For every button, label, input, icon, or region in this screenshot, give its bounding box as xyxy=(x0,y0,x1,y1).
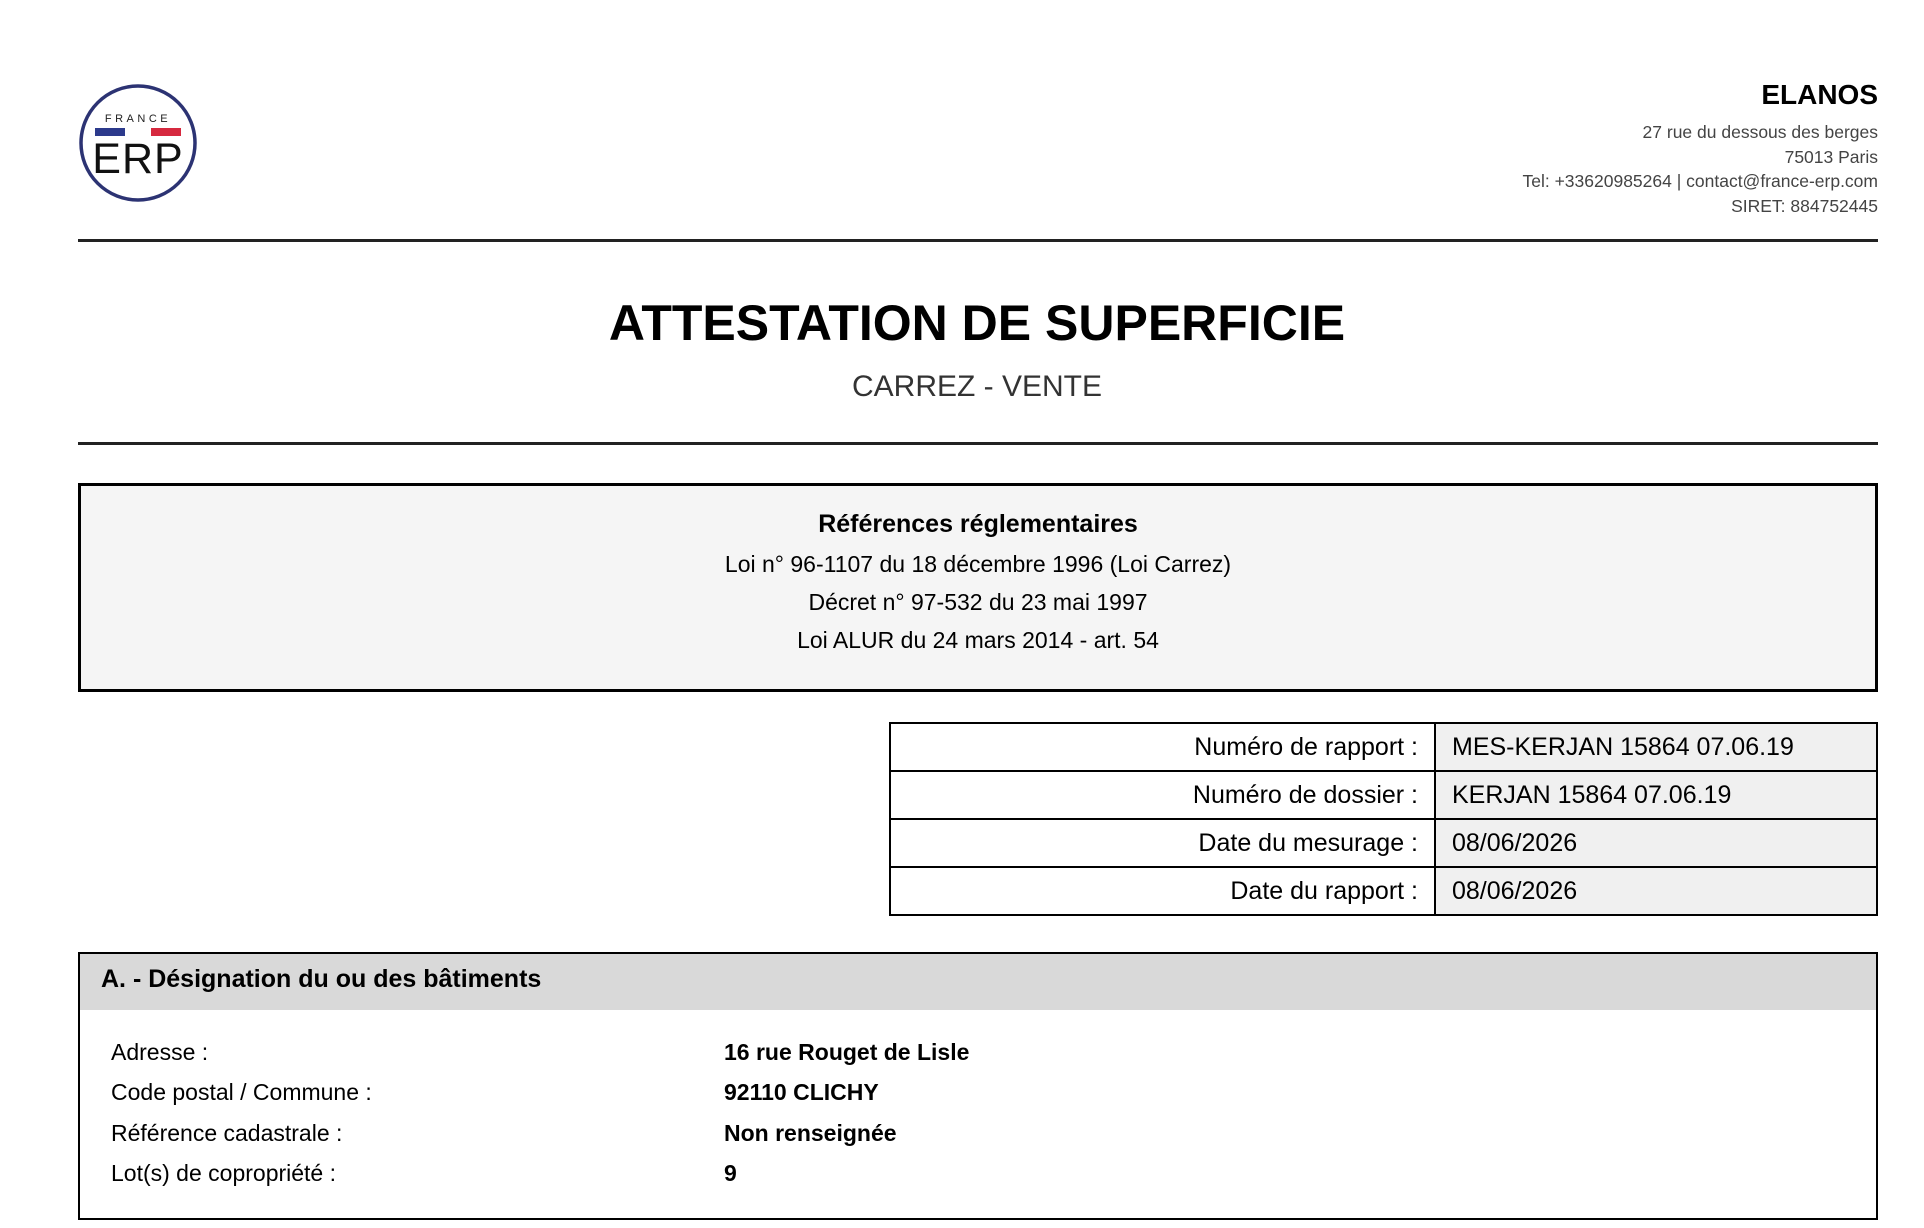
report-date-value: 08/06/2026 xyxy=(1435,867,1877,915)
report-info-table xyxy=(889,722,1878,916)
regulatory-reference: Loi n° 96-1107 du 18 décembre 1996 (Loi Carrez) xyxy=(724,551,1232,577)
svg-text:FRANCE: FRANCE xyxy=(104,113,172,125)
postal-code-label: Code postal / Commune : xyxy=(111,1079,372,1106)
company-address-line2: 75013 Paris xyxy=(1784,146,1878,167)
header-divider xyxy=(78,239,1878,242)
condominium-lot-row xyxy=(111,1154,1876,1195)
postal-code-row xyxy=(111,1073,1876,1114)
report-date-label: Date du rapport : xyxy=(890,867,1435,915)
section-a-buildings xyxy=(78,952,1878,1220)
address-value: 16 rue Rouget de Lisle xyxy=(724,1038,970,1065)
company-contact: Tel: +33620985264 | contact@france-erp.com xyxy=(1522,171,1878,191)
condominium-lot-value: 9 xyxy=(724,1160,737,1187)
address-label: Adresse : xyxy=(111,1038,209,1065)
regulatory-reference: Décret n° 97-532 du 23 mai 1997 xyxy=(808,589,1148,615)
report-number-value: MES-KERJAN 15864 07.06.19 xyxy=(1435,723,1877,771)
cadastral-reference-row xyxy=(111,1113,1876,1154)
document-title: ATTESTATION DE SUPERFICIE xyxy=(608,295,1346,351)
measurement-date-label: Date du mesurage : xyxy=(890,819,1435,867)
cadastral-reference-value: Non renseignée xyxy=(724,1119,897,1146)
address-row xyxy=(111,1032,1876,1073)
france-erp-logo xyxy=(78,83,198,203)
postal-code-value: 92110 CLICHY xyxy=(724,1079,879,1106)
svg-text:ERP: ERP xyxy=(92,135,184,183)
section-a-body xyxy=(80,1010,1876,1194)
regulatory-references-title: Références réglementaires xyxy=(818,510,1138,538)
section-a-title: A. - Désignation du ou des bâtiments xyxy=(80,954,1876,1010)
document-subtitle: CARREZ - VENTE xyxy=(851,370,1103,403)
file-number-value: KERJAN 15864 07.06.19 xyxy=(1435,771,1877,819)
company-name: ELANOS xyxy=(1761,79,1878,110)
report-number-label: Numéro de rapport : xyxy=(890,723,1435,771)
measurement-date-value: 08/06/2026 xyxy=(1435,819,1877,867)
measurement-date-row xyxy=(890,819,1877,867)
company-address-line1: 27 rue du dessous des berges xyxy=(1642,122,1878,142)
file-number-row xyxy=(890,771,1877,819)
report-date-row xyxy=(890,867,1877,915)
company-siret: SIRET: 884752445 xyxy=(1731,195,1878,216)
file-number-label: Numéro de dossier : xyxy=(890,771,1435,819)
regulatory-reference: Loi ALUR du 24 mars 2014 - art. 54 xyxy=(797,627,1159,653)
report-number-row xyxy=(890,723,1877,771)
title-divider xyxy=(78,442,1878,445)
company-info xyxy=(1522,78,1878,218)
condominium-lot-label: Lot(s) de copropriété : xyxy=(111,1160,337,1187)
cadastral-reference-label: Référence cadastrale : xyxy=(111,1119,343,1146)
regulatory-references-box xyxy=(78,483,1878,692)
